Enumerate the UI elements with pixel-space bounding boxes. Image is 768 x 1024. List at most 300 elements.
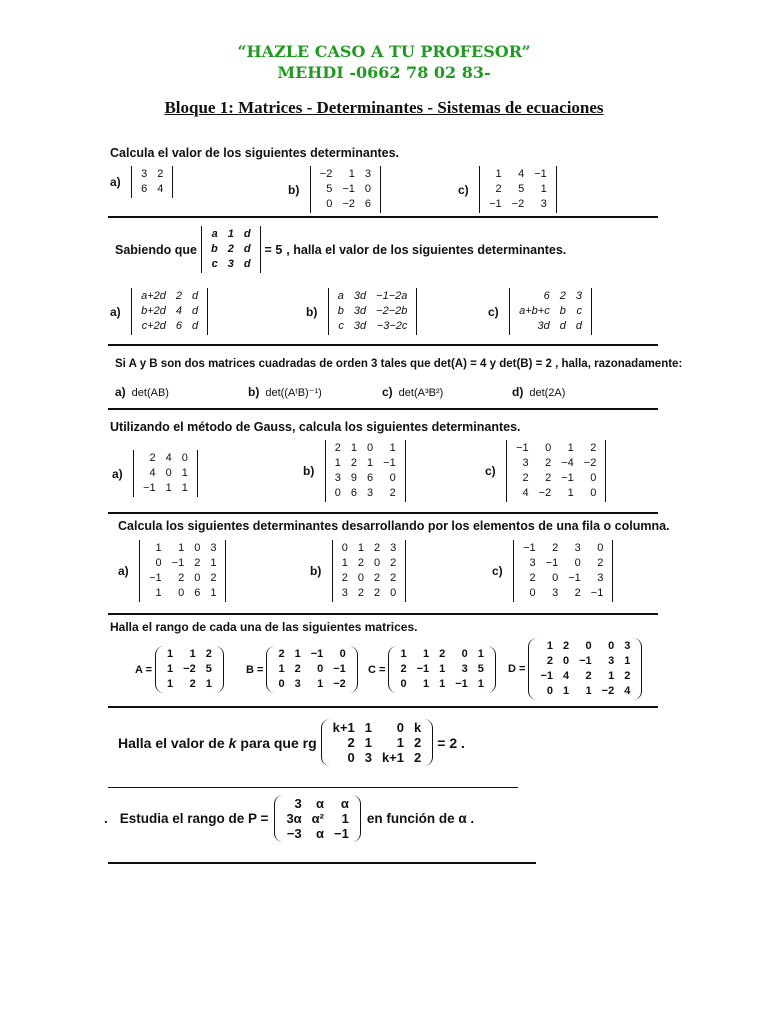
matrix-cell: α [316,826,324,841]
matrix-cell: 2 [545,472,552,484]
matrix-cell: 3 [624,640,631,652]
s1-item-a [110,166,173,198]
matrix-cell: 2 [357,557,365,569]
matrix-cell: −1 [516,442,529,454]
s6-matrix-a [155,646,224,693]
matrix-cell: 1 [155,542,162,554]
matrix-cell: −1 [540,670,553,682]
matrix-cell: 3 [390,542,397,554]
matrix-cell: 0 [389,472,396,484]
matrix-cell: −1 [333,663,346,675]
matrix-cell: 3 [227,258,234,270]
matrix-cell: 1 [439,663,446,675]
matrix-cell: −1 [561,472,574,484]
s2-item-a [110,288,208,335]
matrix-cell: a+2d [141,290,166,302]
matrix-cell: 2 [149,452,156,464]
matrix-cell: 0 [546,685,553,697]
header-title: “HAZLE CASO A TU PROFESOR” [237,42,531,61]
matrix-cell: 0 [194,572,201,584]
matrix-cell: 0 [341,542,348,554]
matrix-cell: 1 [167,678,174,690]
matrix-cell: −1 [534,168,547,180]
matrix-cell: 0 [529,587,536,599]
s5-item-b [310,540,406,602]
s6-name-d: D = [508,663,526,675]
s6-item-c [368,646,496,693]
s5-det-c [513,540,613,602]
s2-det-b [328,288,418,335]
s3-label-b: b) [248,385,260,399]
s1-item-b [288,166,381,213]
matrix-cell: 2 [178,572,185,584]
matrix-cell: 2 [559,290,566,302]
matrix-cell: 2 [175,290,183,302]
matrix-cell: 3 [575,290,582,302]
s6-matrix-d [528,638,642,700]
s4-item-a [112,450,198,497]
matrix-cell: 0 [597,542,604,554]
matrix-cell: 3d [537,320,550,332]
matrix-cell: 2 [546,655,553,667]
matrix-cell: 0 [194,542,201,554]
matrix-cell: −3−2c [376,320,408,332]
s5-item-c [492,540,613,602]
matrix-cell: c+2d [141,320,166,332]
matrix-cell: −1 [455,678,468,690]
matrix-cell: 1 [341,811,349,826]
matrix-cell: 0 [364,183,371,195]
matrix-cell: −1 [523,542,536,554]
matrix-cell: 1 [155,587,162,599]
matrix-cell: 1 [364,720,372,735]
s4-label-a: a) [112,466,123,481]
matrix-cell: 2 [390,557,397,569]
matrix-cell: b+2d [141,305,166,317]
matrix-cell: 2 [495,183,502,195]
s1-det-a [131,166,173,198]
s1-question: Calcula el valor de los siguientes determinantes. [110,146,399,160]
divider [108,512,658,514]
matrix-cell: −1 [489,198,502,210]
matrix-cell: 0 [400,678,407,690]
matrix-cell: 6 [350,487,358,499]
matrix-cell: 6 [364,198,371,210]
matrix-cell: 1 [562,685,570,697]
s4-det-c [506,440,606,502]
s8-post: en función de α . [366,811,475,826]
matrix-cell: −2 [319,168,333,180]
matrix-cell: −1 [416,663,430,675]
matrix-cell: a [211,228,218,240]
matrix-cell: 3 [552,587,559,599]
s3-expr-c: det(A³B²) [398,387,444,399]
matrix-cell: 1 [439,678,446,690]
matrix-cell: 0 [374,557,381,569]
matrix-cell: 1 [364,735,372,750]
s2-item-b [306,288,417,335]
matrix-cell: 2 [414,750,422,765]
s2-eq: = 5 [264,242,283,257]
matrix-cell: b [337,305,344,317]
matrix-cell: 3 [461,663,468,675]
matrix-cell: 0 [347,750,355,765]
matrix-cell: d [559,320,566,332]
matrix-cell: −1 [579,655,592,667]
matrix-cell: 0 [278,678,285,690]
matrix-cell: 0 [396,720,405,735]
s6-name-a: A = [135,663,153,676]
matrix-cell: 6 [194,587,201,599]
matrix-cell: 1 [334,457,341,469]
matrix-cell: c [211,258,218,270]
s5-label-c: c) [492,564,503,579]
s2-label-b: b) [306,304,318,319]
matrix-cell: a+b+c [519,305,550,317]
s5-label-a: a) [118,564,129,579]
matrix-cell: 3 [294,678,301,690]
s5-item-a [118,540,226,602]
s3-question: Si A y B son dos matrices cuadradas de orden 3 tales que det(A) = 4 y det(B) = 2 , halla, razonadamente: [115,358,683,370]
matrix-cell: −1 [143,482,156,494]
matrix-cell: k [414,720,422,735]
matrix-cell: 1 [400,648,407,660]
matrix-cell: 3 [367,487,374,499]
matrix-cell: 4 [149,467,156,479]
s6-name-b: B = [246,663,264,676]
s6-name-c: C = [368,663,386,676]
matrix-cell: 1 [181,482,188,494]
matrix-cell: 1 [608,670,615,682]
matrix-cell: k+1 [381,750,405,765]
matrix-cell: 3d [353,305,367,317]
matrix-cell: −2−2b [376,305,408,317]
matrix-cell: 2 [374,542,381,554]
matrix-cell: 3 [210,542,217,554]
matrix-cell: 2 [585,670,592,682]
matrix-cell: 5 [205,663,212,675]
matrix-cell: 0 [178,587,185,599]
matrix-cell: 3 [364,750,372,765]
matrix-cell: −1 [383,457,396,469]
divider [108,862,536,864]
matrix-cell: d [243,243,251,255]
matrix-cell: 0 [585,640,592,652]
matrix-cell: d [192,290,199,302]
s4-det-b [325,440,406,502]
matrix-cell: 1 [167,648,174,660]
matrix-cell: −2 [583,457,597,469]
s7-question [118,719,465,766]
matrix-cell: 3α [286,811,302,826]
matrix-cell: 5 [518,183,525,195]
matrix-cell: 3 [294,796,302,811]
matrix-cell: −1 [334,826,349,841]
matrix-cell: 0 [155,557,162,569]
s2-question [115,226,566,273]
matrix-cell: −4 [561,457,574,469]
matrix-cell: 1 [210,587,217,599]
s2-label-a: a) [110,304,121,319]
matrix-cell: −2 [538,487,552,499]
matrix-cell: 6 [141,183,148,195]
matrix-cell: 2 [552,542,559,554]
matrix-cell: 2 [227,243,234,255]
matrix-cell: 1 [294,648,301,660]
matrix-cell: 1 [546,640,553,652]
s2-det-c [509,288,592,335]
matrix-cell: 3 [597,572,604,584]
s2-intro: Sabiendo que [115,242,197,257]
s2-given-det [201,226,261,273]
s4-item-c [485,440,606,502]
matrix-cell: −2 [183,663,196,675]
s4-label-c: c) [485,464,496,479]
matrix-cell: 6 [367,472,374,484]
s3-item-d [512,385,565,399]
matrix-cell: 1 [348,168,355,180]
matrix-cell: 4 [165,452,172,464]
matrix-cell: 0 [461,648,468,660]
matrix-cell: d [192,320,199,332]
s4-item-b [303,440,406,502]
s1-label-a: a) [110,175,121,190]
matrix-cell: −1 [590,587,604,599]
matrix-cell: 2 [390,572,397,584]
matrix-cell: 1 [540,183,547,195]
matrix-cell: 1 [477,678,484,690]
matrix-cell: 2 [597,557,604,569]
s5-det-b [332,540,407,602]
matrix-cell: 2 [189,678,196,690]
s5-label-b: b) [310,564,322,579]
matrix-cell: 0 [326,198,333,210]
matrix-cell: 0 [390,587,397,599]
matrix-cell: −1 [342,183,355,195]
matrix-cell: 1 [477,648,484,660]
s1-item-c [458,166,557,213]
matrix-cell: 0 [181,452,188,464]
s3-label-d: d) [512,385,524,399]
matrix-cell: 0 [334,487,341,499]
matrix-cell: 1 [227,228,234,240]
matrix-cell: 4 [522,487,529,499]
matrix-cell: 1 [422,678,430,690]
matrix-cell: 2 [350,457,358,469]
matrix-cell: 1 [350,442,358,454]
matrix-cell: 2 [294,663,301,675]
matrix-cell: 2 [574,587,581,599]
s3-item-a [115,385,169,399]
s6-matrix-c [388,646,495,693]
divider [108,787,518,788]
matrix-cell: 3 [529,557,536,569]
s3-expr-a: det(AB) [131,387,169,399]
matrix-cell: 2 [545,457,552,469]
matrix-cell: 2 [439,648,446,660]
matrix-cell: 0 [590,487,597,499]
matrix-cell: 2 [278,648,285,660]
matrix-cell: −1 [545,557,559,569]
s6-item-b [246,646,358,693]
divider [108,408,658,410]
matrix-cell: 0 [590,472,597,484]
matrix-cell: 1 [367,457,374,469]
s8-matrix [274,795,360,842]
matrix-cell: 5 [477,663,484,675]
matrix-cell: 5 [326,183,333,195]
s2-rest: , halla el valor de los siguientes determinantes. [286,242,567,257]
matrix-cell: 3 [341,587,348,599]
matrix-cell: 0 [367,442,374,454]
matrix-cell: d [243,258,251,270]
s7-matrix [321,719,434,766]
matrix-cell: α² [311,811,324,826]
s8-pre: Estudia el rango de P = [119,811,269,826]
matrix-cell: a [337,290,344,302]
matrix-cell: −2 [511,198,525,210]
s3-label-c: c) [382,385,393,399]
bloque-title: Bloque 1: Matrices - Determinantes - Sistemas de ecuaciones [164,98,604,117]
matrix-cell: 0 [317,663,324,675]
matrix-cell: −1 [149,572,162,584]
s8-dot: . [104,811,108,826]
s2-item-c [488,288,592,335]
matrix-cell: 0 [562,655,570,667]
matrix-cell: 2 [414,735,422,750]
matrix-cell: c [338,320,344,332]
s5-question: Calcula los siguientes determinantes desarrollando por los elementos de una fila o columna. [118,519,670,533]
matrix-cell: 3 [364,168,371,180]
matrix-cell: 2 [194,557,201,569]
matrix-cell: −1 [171,557,185,569]
matrix-cell: 4 [157,183,164,195]
matrix-cell: 2 [389,487,396,499]
matrix-cell: 3 [522,457,529,469]
s1-det-b [310,166,381,213]
matrix-cell: 2 [347,735,355,750]
matrix-cell: 1 [205,678,212,690]
matrix-cell: −1 [568,572,581,584]
matrix-cell: 1 [624,655,631,667]
matrix-cell: 2 [529,572,536,584]
s7-post: = 2 . [437,734,465,751]
matrix-cell: d [575,320,582,332]
matrix-cell: 3 [141,168,148,180]
matrix-cell: 0 [165,467,172,479]
matrix-cell: 1 [165,482,172,494]
matrix-cell: 2 [210,572,217,584]
matrix-cell: 2 [334,442,341,454]
matrix-cell: 1 [181,467,188,479]
matrix-cell: 1 [585,685,592,697]
s7-mid: para que rg [240,734,317,751]
s6-matrix-b [266,646,357,693]
matrix-cell: 3d [353,320,367,332]
matrix-cell: 2 [400,663,407,675]
header-contact: MEHDI -0662 78 02 83- [277,63,491,82]
divider [108,216,658,218]
matrix-cell: d [192,305,199,317]
matrix-cell: 1 [278,663,285,675]
matrix-cell: −1 [310,648,324,660]
matrix-cell: 1 [495,168,502,180]
matrix-cell: 0 [339,648,346,660]
matrix-cell: k+1 [332,720,355,735]
s4-det-a [133,450,198,497]
matrix-cell: α [340,796,349,811]
matrix-cell: 4 [562,670,570,682]
divider [108,706,658,708]
matrix-cell: 3 [334,472,341,484]
s7-k: k [228,734,237,751]
matrix-cell: 2 [357,587,365,599]
matrix-cell: 2 [624,670,631,682]
matrix-cell: 0 [608,640,615,652]
matrix-cell: 6 [543,290,550,302]
matrix-cell: 1 [210,557,217,569]
s1-label-c: c) [458,182,469,197]
s1-det-c [479,166,557,213]
matrix-cell: 2 [374,572,381,584]
matrix-cell: 1 [189,648,196,660]
matrix-cell: b [210,243,218,255]
matrix-cell: 6 [175,320,183,332]
s3-expr-b: det((AᵗB)⁻¹) [265,387,322,399]
matrix-cell: 1 [178,542,185,554]
matrix-cell: 1 [389,442,396,454]
matrix-cell: 1 [567,442,574,454]
s4-question: Utilizando el método de Gauss, calcula los siguientes determinantes. [110,420,521,434]
matrix-cell: 2 [205,648,212,660]
matrix-cell: −2 [342,198,355,210]
s3-item-c [382,385,443,399]
matrix-cell: 4 [518,168,525,180]
matrix-cell: 0 [357,572,365,584]
matrix-cell: −3 [286,826,302,841]
s6-item-a [135,646,224,693]
s8-question [104,795,474,842]
divider [108,613,658,615]
matrix-cell: −2 [333,678,346,690]
matrix-cell: 1 [167,663,174,675]
s2-det-a [131,288,208,335]
matrix-cell: 1 [357,542,365,554]
s6-item-d [508,638,642,700]
matrix-cell: 4 [175,305,183,317]
matrix-cell: b [559,305,566,317]
matrix-cell: 2 [522,472,529,484]
matrix-cell: 3d [353,290,367,302]
matrix-cell: 1 [567,487,574,499]
matrix-cell: 2 [374,587,381,599]
matrix-cell: 1 [317,678,324,690]
matrix-cell: α [316,796,324,811]
matrix-cell: 4 [624,685,631,697]
matrix-cell: 1 [341,557,348,569]
matrix-cell: 2 [157,168,164,180]
matrix-cell: 0 [574,557,581,569]
s7-pre: Halla el valor de [118,734,225,751]
matrix-cell: 2 [341,572,348,584]
s6-question: Halla el rango de cada una de las siguientes matrices. [110,620,418,634]
matrix-cell: 1 [396,735,405,750]
matrix-cell: 2 [590,442,597,454]
matrix-cell: 3 [608,655,615,667]
matrix-cell: 1 [422,648,430,660]
matrix-cell: d [243,228,251,240]
s4-label-b: b) [303,464,315,479]
